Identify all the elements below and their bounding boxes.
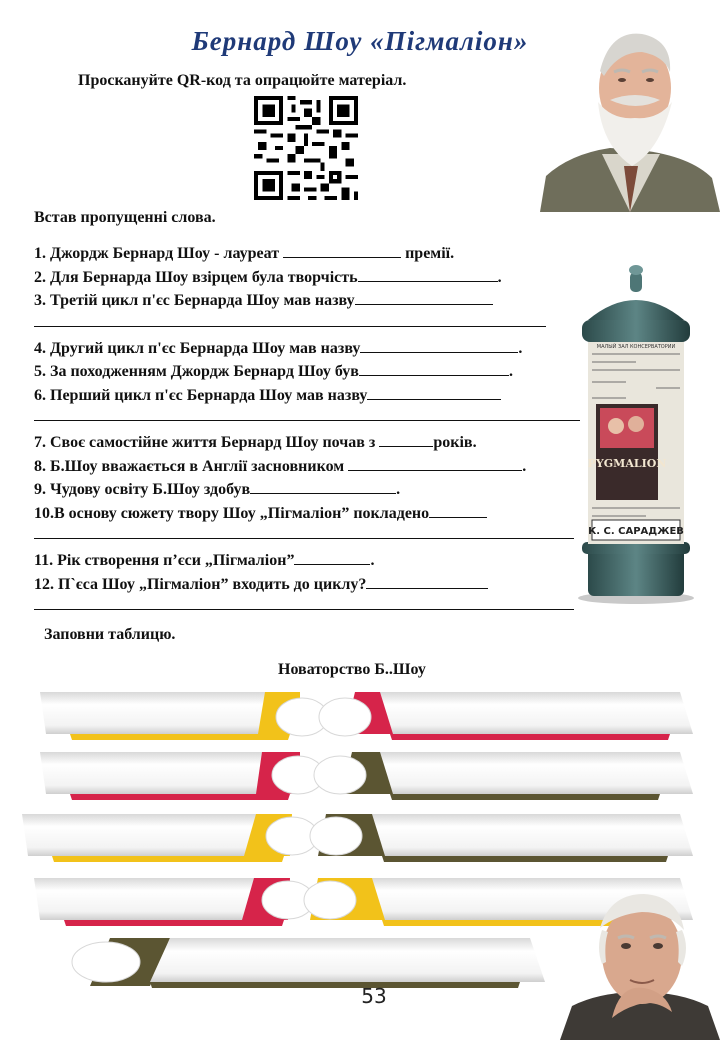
answer-blank[interactable] xyxy=(348,456,522,471)
question-1: 1. Джордж Бернард Шоу - лауреат премії. xyxy=(34,245,455,262)
insert-words-instruction: Встав пропущенні слова. xyxy=(34,209,216,226)
page-number: 53 xyxy=(361,984,387,1008)
answer-blank[interactable] xyxy=(367,385,501,400)
question-list xyxy=(34,242,594,620)
answer-blank[interactable] xyxy=(359,361,509,376)
answer-line[interactable] xyxy=(34,407,580,421)
advertising-column-image xyxy=(566,258,706,604)
answer-blank[interactable] xyxy=(360,338,518,353)
answer-blank[interactable] xyxy=(283,243,401,258)
portrait-actor-image xyxy=(560,888,720,1040)
question-6: 6. Перший цикл п'єс Бернарда Шоу мав назву xyxy=(34,384,594,408)
question-10: 10.В основу сюжету твору Шоу „Пігмаліон” покладено xyxy=(34,502,594,526)
answer-blank[interactable] xyxy=(250,479,396,494)
answer-line[interactable] xyxy=(34,313,546,327)
table-title: Новаторство Б..Шоу xyxy=(278,661,426,678)
table-row[interactable] xyxy=(40,692,693,740)
poster-bottom-text: К. С. САРАДЖЕВ xyxy=(588,526,684,537)
answer-blank[interactable] xyxy=(429,503,487,518)
table-row[interactable] xyxy=(72,938,545,988)
poster-play-title: PYGMALION xyxy=(587,457,667,470)
scan-instruction: Проскануйте QR-код та опрацюйте матеріал. xyxy=(78,72,407,89)
poster-top-text: МАЛЫЙ ЗАЛ КОНСЕРВАТОРИИ xyxy=(596,344,676,350)
answer-blank[interactable] xyxy=(294,550,370,565)
answer-line[interactable] xyxy=(34,525,574,539)
table-row[interactable] xyxy=(40,752,693,800)
question-12: 12. П`єса Шоу „Пігмаліон” входить до циклу? xyxy=(34,573,594,597)
question-3: 3. Третій цикл п'єс Бернарда Шоу мав назву xyxy=(34,289,594,313)
fill-table-instruction: Заповни таблицю. xyxy=(44,626,176,643)
table-row[interactable] xyxy=(22,814,693,862)
qr-code-icon[interactable] xyxy=(254,96,358,200)
answer-blank[interactable] xyxy=(379,432,433,447)
question-2: 2. Для Бернарда Шоу взірцем була творчість . xyxy=(34,268,502,286)
question-5: 5. За походженням Джордж Бернард Шоу був . xyxy=(34,363,513,380)
question-8: 8. Б.Шоу вважається в Англії засновником . xyxy=(34,457,527,475)
answer-blank[interactable] xyxy=(366,574,488,589)
page-title: Бернард Шоу «Пігмаліон» xyxy=(191,26,529,56)
question-11: 11. Рік створення п’єси „Пігмаліон” . xyxy=(34,552,375,569)
question-9: 9. Чудову освіту Б.Шоу здобув . xyxy=(34,481,401,498)
question-7: 7. Своє самостійне життя Бернард Шоу почав з років. xyxy=(34,434,477,451)
answer-blank[interactable] xyxy=(355,290,493,305)
answer-line[interactable] xyxy=(34,596,574,610)
question-4: 4. Другий цикл п'єс Бернарда Шоу мав назву . xyxy=(34,339,523,357)
portrait-shaw-image xyxy=(540,16,720,212)
answer-blank[interactable] xyxy=(358,267,498,282)
